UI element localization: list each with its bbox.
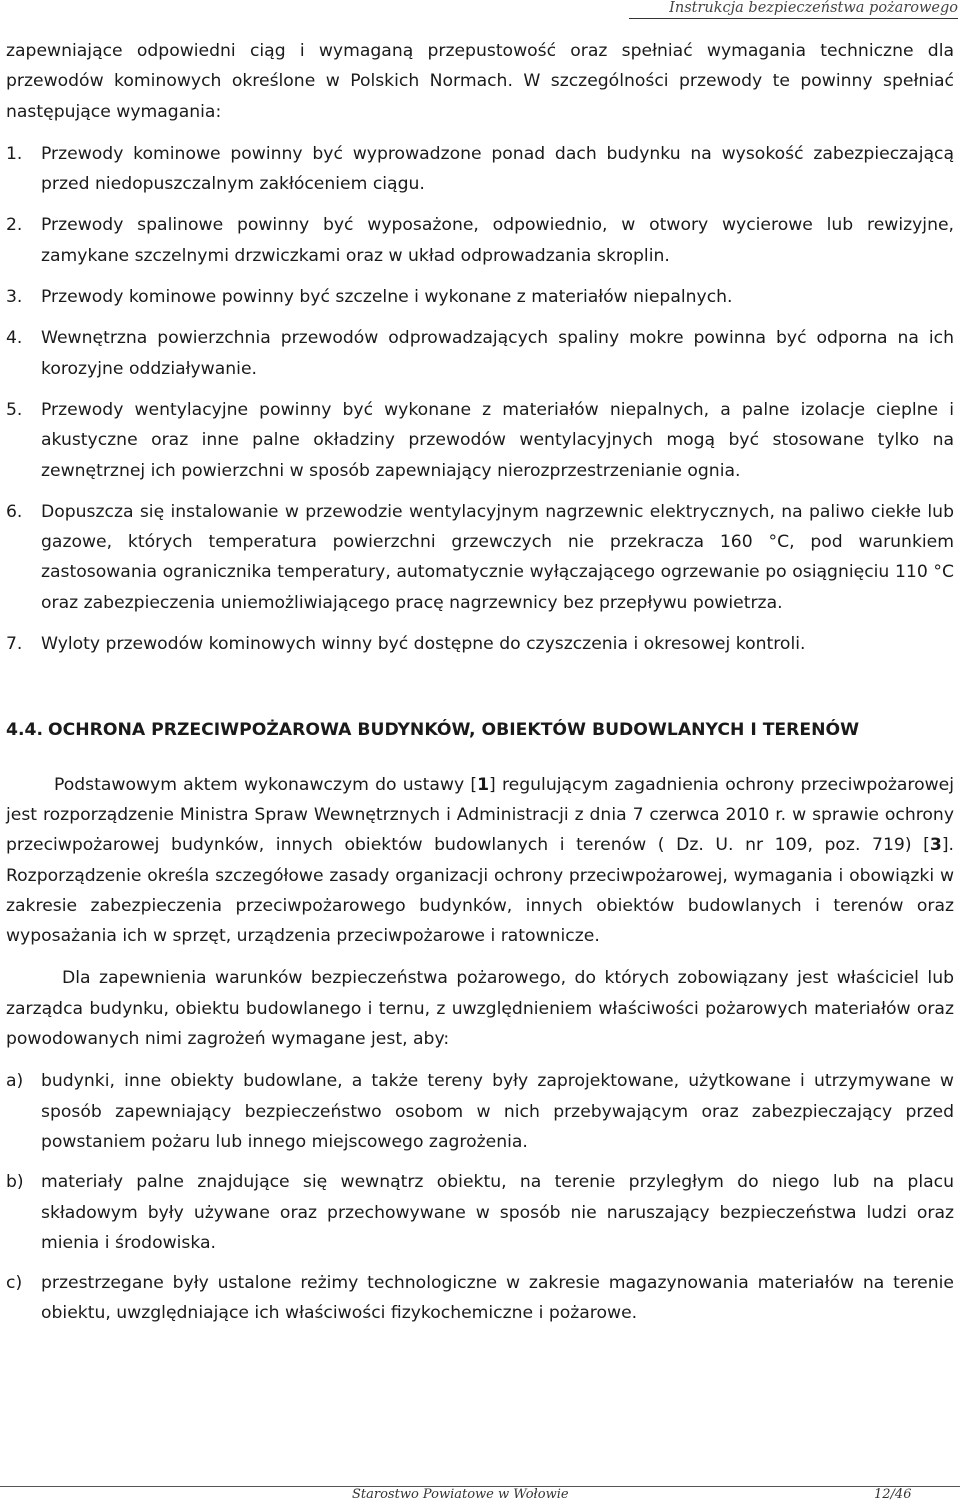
list-item [6, 629, 954, 659]
list-item [6, 139, 954, 200]
citation-ref: 1 [477, 774, 490, 795]
list-number: 7. [6, 634, 23, 655]
list-label: c) [6, 1273, 23, 1294]
list-text: budynki, inne obiekty budowlane, a także tereny były zaprojektowane, użytkowane i utrzymywane w sposób zapewniający bezpieczeństwo osobom w nich przebywającym oraz zabezpieczający przed powstaniem pożaru lub innego miejscowego zagrożenia. [41, 1071, 954, 1152]
list-number: 3. [6, 287, 23, 308]
list-text: przestrzegane były ustalone reżimy technologiczne w zakresie magazynowania materiałów na terenie obiektu, uwzględniające ich właściwości fizykochemiczne i pożarowe. [41, 1273, 954, 1324]
paragraph-text: Podstawowym aktem wykonawczym do ustawy [ [54, 774, 478, 795]
section-heading [6, 715, 954, 745]
requirements-list [6, 139, 954, 659]
document-body [6, 36, 954, 1339]
list-text: Wyloty przewodów kominowych winny być dostępne do czyszczenia i okresowej kontroli. [41, 634, 806, 655]
list-number: 4. [6, 328, 23, 349]
list-item [6, 497, 954, 618]
list-item [6, 395, 954, 486]
list-number: 5. [6, 399, 23, 420]
paragraph-text: ] regulującym zagadnienia ochrony przeciwpożarowej jest rozporządzenie Ministra Spraw Wewnętrznych i Administracji z dnia 7 czerwca 2010 r. w sprawie ochrony przeciwpożarowej budynków, innych obiektów budowlanych i terenów ( Dz. U. nr 109, poz. 719) [ [6, 774, 954, 856]
list-item [6, 282, 954, 312]
page-header [629, 0, 958, 19]
list-text: Wewnętrzna powierzchnia przewodów odprowadzających spaliny mokre powinna być odporna na ich korozyjne oddziaływanie. [41, 328, 954, 379]
list-text: Przewody kominowe powinny być szczelne i wykonane z materiałów niepalnych. [41, 287, 733, 308]
list-text: Przewody kominowe powinny być wyprowadzone ponad dach budynku na wysokość zabezpieczającą przed niedopuszczalnym zakłóceniem ciągu. [41, 143, 954, 195]
list-item [6, 1268, 954, 1329]
paragraph-text: ]. Rozporządzenie określa szczegółowe zasady organizacji ochrony przeciwpożarowej, wymagania i obowiązki w zakresie zabezpieczenia przeciwpożarowego budynków, innych obiektów budowlanych i terenów oraz wyposażania ich w sprzęt, urządzenia przeciwpożarowe i ratownicze. [6, 835, 954, 947]
list-label: b) [6, 1172, 24, 1193]
list-text: Przewody spalinowe powinny być wyposażone, odpowiednio, w otwory wycierowe lub rewizyjne, zamykane szczelnymi drzwiczkami oraz w układ odprowadzania skroplin. [41, 215, 954, 266]
conditions-list [6, 1066, 954, 1328]
section-number: 4.4. [6, 720, 43, 741]
footer-author: Starostwo Powiatowe w Wołowie [352, 1487, 569, 1502]
body-paragraph [6, 770, 954, 952]
list-number: 6. [6, 501, 23, 522]
list-number: 2. [6, 215, 23, 236]
list-item [6, 210, 954, 271]
list-item [6, 1066, 954, 1157]
list-item [6, 1167, 954, 1258]
list-text: Przewody wentylacyjne powinny być wykonane z materiałów niepalnych, a palne izolacje cieplne i akustyczne oraz inne palne okładziny przewodów wentylacyjnych mogą być stosowane tylko na zewnętrznej ich powierzchni w sposób zapewniający nierozprzestrzenianie ognia. [41, 399, 954, 481]
header-title: Instrukcja bezpieczeństwa pożarowego [669, 0, 958, 16]
intro-paragraph: zapewniające odpowiedni ciąg i wymaganą przepustowość oraz spełniać wymagania techniczne dla przewodów kominowych określone w Polskich Normach. W szczególności przewody te powinny spełniać następujące wymagania: [6, 41, 954, 122]
body-paragraph: Dla zapewnienia warunków bezpieczeństwa pożarowego, do których zobowiązany jest właściciel lub zarządca budynku, obiektu budowlanego i ternu, z uwzględnieniem właściwości pożarowych materiałów oraz powodowanych nimi zagrożeń wymagane jest, aby: [6, 968, 954, 1050]
page-number: 12/46 [874, 1487, 912, 1502]
section-title: OCHRONA PRZECIWPOŻAROWA BUDYNKÓW, OBIEKTÓW BUDOWLANYCH I TERENÓW [48, 720, 860, 741]
list-label: a) [6, 1071, 24, 1092]
list-number: 1. [6, 143, 23, 164]
list-text: materiały palne znajdujące się wewnątrz obiektu, na terenie przyległym do niego lub na placu składowym były używane oraz przechowywane w sposób nie naruszający bezpieczeństwa ludzi oraz mienia i środowiska. [41, 1172, 954, 1253]
citation-ref: 3 [929, 835, 942, 856]
list-item [6, 323, 954, 384]
list-text: Dopuszcza się instalowanie w przewodzie wentylacyjnym nagrzewnic elektrycznych, na paliwo ciekłe lub gazowe, których temperatura powierzchni grzewczych nie przekracza 160 °C, pod warunkiem zastosowania ogranicznika temperatury, automatycznie wyłączającego ogrzewanie po osiągnięciu 110 °C oraz zabezpieczenia uniemożliwiającego pracę nagrzewnicy bez przepływu powietrza. [41, 501, 954, 613]
